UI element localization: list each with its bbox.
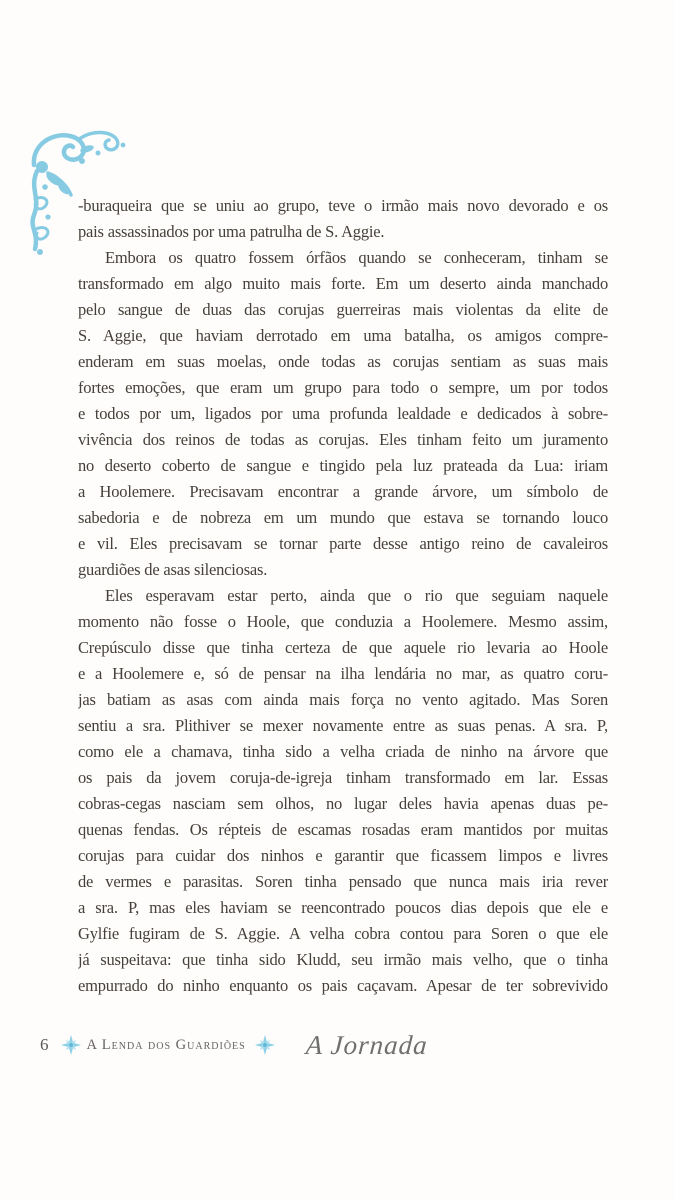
text-line: no deserto coberto de sangue e tingido pela luz prateada da Lua: iriam (78, 456, 608, 475)
text-line: de vermes e parasitas. Soren tinha pensado que nunca mais iria rever (78, 872, 608, 891)
text-line: Eles esperavam estar perto, ainda que o rio que seguiam naquele (105, 586, 608, 605)
text-line: Crepúsculo disse que tinha certeza de que aquele rio levaria ao Hoole (78, 638, 608, 657)
text-line: Gylfie fugiram de S. Aggie. A velha cobra contou para Soren o que ele (78, 924, 608, 943)
body-text (78, 193, 608, 999)
text-line: -buraqueira que se uniu ao grupo, teve o irmão mais novo devorado e os (78, 196, 608, 215)
text-line: momento não fosse o Hoole, que conduzia a Hoolemere. Mesmo assim, (78, 612, 608, 631)
text-line: jas batiam as asas com ainda mais força no vento agitado. Mas Soren (78, 690, 608, 709)
text-line: e a Hoolemere e, só de pensar na ilha lendária no mar, as quatro coru- (78, 664, 608, 683)
snowflake-icon (254, 1034, 276, 1056)
text-line: transformado em algo muito mais forte. Em um deserto ainda manchado (78, 274, 608, 293)
text-line: e vil. Eles precisavam se tornar parte desse antigo reino de cavaleiros (78, 534, 608, 553)
book-title: A Lenda dos Guardiões (86, 1037, 246, 1053)
text-line: vivência dos reinos de todas as corujas. Eles tinham feito um juramento (78, 430, 608, 449)
text-line: enderam em suas moelas, onde todas as corujas sentiam as suas mais (78, 352, 608, 371)
text-line: e todos por um, ligados por uma profunda lealdade e dedicados à sobre- (78, 404, 608, 423)
text-line: guardiões de asas silenciosas. (78, 560, 268, 579)
chapter-title: A Jornada (304, 1029, 429, 1060)
page-footer (40, 1028, 640, 1062)
text-line: a Hoolemere. Precisavam encontrar a grande árvore, um símbolo de (78, 482, 608, 501)
text-line: cobras-cegas nasciam sem olhos, no lugar deles havia apenas duas pe- (78, 794, 608, 813)
text-line: fortes emoções, que eram um grupo para todo o sempre, um por todos (78, 378, 608, 397)
text-line: como ele a chamava, tinha sido a velha criada de ninho na árvore que (78, 742, 608, 761)
text-line: S. Aggie, que haviam derrotado em uma batalha, os amigos compre- (78, 326, 608, 345)
text-line: sabedoria e de nobreza em um mundo que estava se tornando louco (78, 508, 608, 527)
text-line: a sra. P, mas eles haviam se reencontrado poucos dias depois que ele e (78, 898, 608, 917)
text-line: pais assassinados por uma patrulha de S. Aggie. (78, 222, 385, 241)
snowflake-icon (60, 1034, 82, 1056)
text-line: empurrado do ninho enquanto os pais caçavam. Apesar de ter sobrevivido (78, 976, 608, 995)
text-line: pelo sangue de duas das corujas guerreiras mais violentas da elite de (78, 300, 608, 319)
text-line: corujas para cuidar dos ninhos e garantir que ficassem limpos e livres (78, 846, 608, 865)
text-line: já suspeitava: que tinha sido Kludd, seu irmão mais velho, que o tinha (78, 950, 608, 969)
text-line: quenas fendas. Os répteis de escamas rosadas eram mantidos por muitas (78, 820, 608, 839)
text-line: sentiu a sra. Plithiver se mexer novamente entre as suas penas. A sra. P, (78, 716, 608, 735)
text-line: os pais da jovem coruja-de-igreja tinham transformado em lar. Essas (78, 768, 608, 787)
text-line: Embora os quatro fossem órfãos quando se conheceram, tinham se (105, 248, 608, 267)
page-number: 6 (40, 1035, 49, 1054)
